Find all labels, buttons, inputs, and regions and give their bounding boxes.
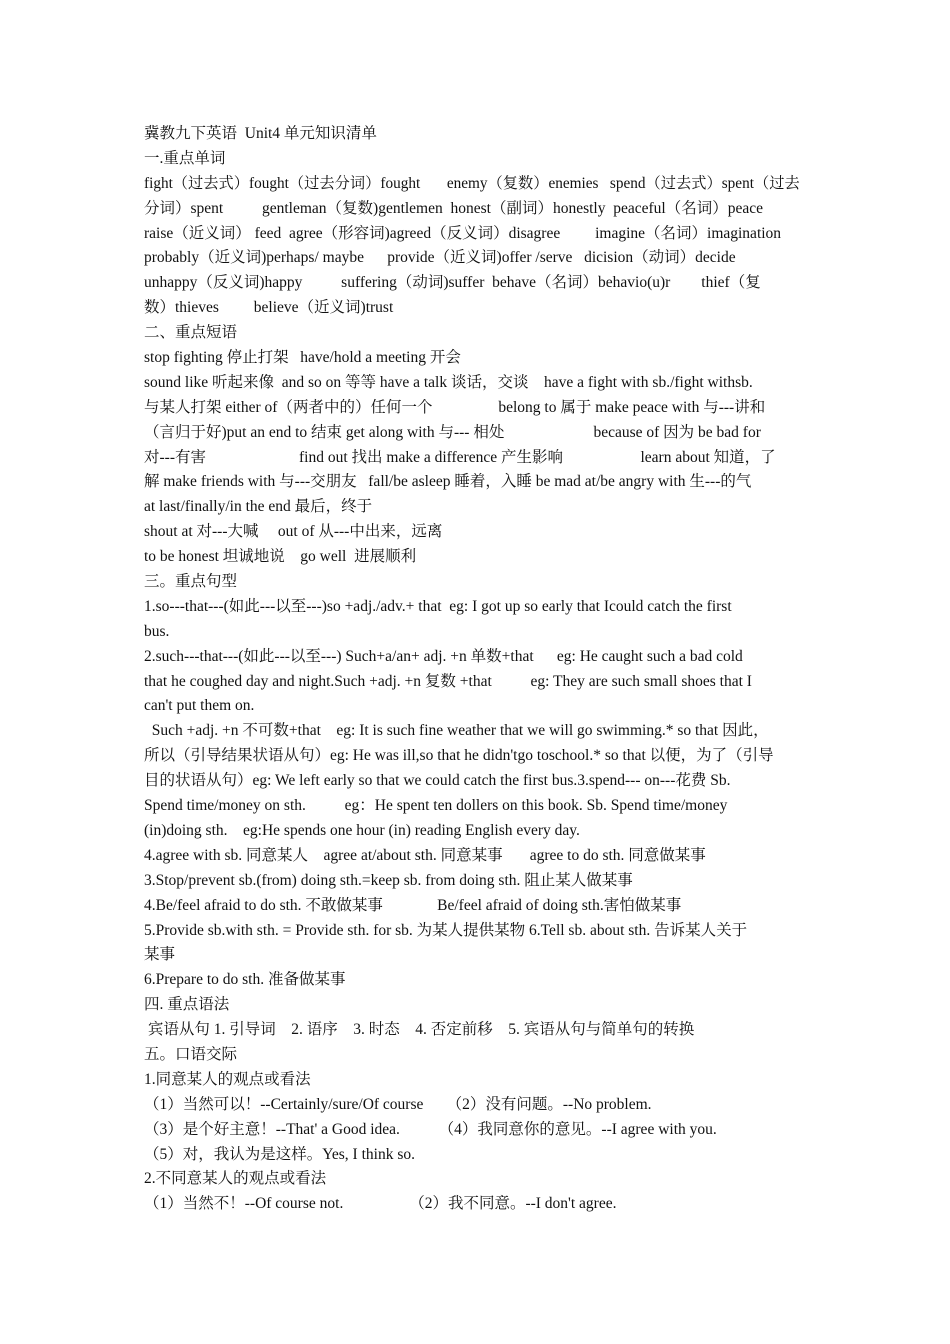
text-line: 1.同意某人的观点或看法 (144, 1070, 311, 1088)
text-line: （1）当然不！--Of course not. （2）我不同意。--I don't agree. (144, 1195, 617, 1213)
text-line: 1.so---that---(如此---以至---)so +adj./adv.+ that eg: I got up so early that Icould catch the first (144, 597, 732, 615)
text-line: Spend time/money on sth. eg：He spent ten dollers on this book. Sb. Spend time/money (144, 797, 728, 815)
text-line: 所以（引导结果状语从句）eg: He was ill,so that he didn'tgo toschool.* so that 以便，为了（引导 (144, 747, 774, 765)
text-line: 5.Provide sb.with sth. = Provide sth. for sb. 为某人提供某物 6.Tell sb. about sth. 告诉某人关于 (144, 921, 748, 939)
text-line: sound like 听起来像 and so on 等等 have a talk 谈话，交谈 have a fight with sb./fight withsb. (144, 373, 753, 391)
text-line: 与某人打架 either of（两者中的）任何一个 belong to 属于 make peace with 与---讲和 (144, 398, 766, 416)
text-line: that he coughed day and night.Such +adj. +n 复数 +that eg: They are such small shoes that I (144, 672, 752, 690)
text-line: 解 make friends with 与---交朋友 fall/be asleep 睡着，入睡 be mad at/be angry with 生---的气 (144, 473, 752, 491)
text-line: (in)doing sth. eg:He spends one hour (in) reading English every day. (144, 821, 580, 839)
section-heading-phrases: 二、重点短语 (144, 324, 238, 342)
text-line: 2.不同意某人的观点或看法 (144, 1170, 327, 1188)
text-line: 3.Stop/prevent sb.(from) doing sth.=keep sb. from doing sth. 阻止某人做某事 (144, 871, 633, 889)
text-line: 目的状语从句）eg: We left early so that we could catch the first bus.3.spend--- on---花费 Sb. (144, 772, 731, 790)
text-line: 分词）spent gentleman（复数)gentlemen honest（副词）honestly peaceful（名词）peace (144, 199, 763, 217)
text-line: Such +adj. +n 不可数+that eg: It is such fine weather that we will go swimming.* so that 因此， (144, 722, 769, 740)
text-line: probably（近义词)perhaps/ maybe provide（近义词)offer /serve dicision（动词）decide (144, 249, 736, 267)
text-line: to be honest 坦诚地说 go well 进展顺利 (144, 548, 417, 566)
text-line: can't put them on. (144, 697, 255, 715)
text-line: fight（过去式）fought（过去分词）fought enemy（复数）enemies spend（过去式）spent（过去 (144, 174, 800, 192)
text-line: 数）thieves believe（近义词)trust (144, 299, 394, 317)
text-line: unhappy（反义词)happy suffering（动词)suffer behave（名词）behavio(u)r thief（复 (144, 274, 761, 292)
text-line: 宾语从句 1. 引导词 2. 语序 3. 时态 4. 否定前移 5. 宾语从句与简单句的转换 (144, 1021, 695, 1039)
section-heading-oral: 五。口语交际 (144, 1045, 238, 1063)
text-line: shout at 对---大喊 out of 从---中出来，远离 (144, 523, 443, 541)
section-heading-words: 一.重点单词 (144, 149, 226, 167)
text-line: 对---有害 find out 找出 make a difference 产生影响 learn about 知道，了 (144, 448, 776, 466)
text-line: at last/finally/in the end 最后，终于 (144, 498, 373, 516)
text-line: 2.such---that---(如此---以至---) Such+a/an+ adj. +n 单数+that eg: He caught such a bad cold (144, 647, 743, 665)
text-line: （3）是个好主意！--That' a Good idea. （4）我同意你的意见。--I agree with you. (144, 1120, 717, 1138)
text-line: （5）对，我认为是这样。Yes, I think so. (144, 1145, 415, 1163)
text-line: 4.agree with sb. 同意某人 agree at/about sth. 同意某事 agree to do sth. 同意做某事 (144, 846, 706, 864)
text-line: （1）当然可以！--Certainly/sure/Of course （2）没有问题。--No problem. (144, 1095, 652, 1113)
text-line: stop fighting 停止打架 have/hold a meeting 开会 (144, 349, 461, 367)
text-line: bus. (144, 622, 170, 640)
document-body (144, 122, 808, 1217)
section-heading-sentences: 三。重点句型 (144, 573, 238, 591)
text-line: raise（近义词） feed agree（形容词)agreed（反义词）disagree imagine（名词）imagination (144, 224, 782, 242)
text-line: 某事 (144, 946, 176, 964)
text-line: （言归于好)put an end to 结束 get along with 与--- 相处 because of 因为 be bad for (144, 423, 761, 441)
text-line: 4.Be/feel afraid to do sth. 不敢做某事 Be/feel afraid of doing sth.害怕做某事 (144, 896, 682, 914)
section-heading-grammar: 四. 重点语法 (144, 996, 230, 1014)
text-line: 6.Prepare to do sth. 准备做某事 (144, 971, 346, 989)
doc-title: 冀教九下英语 Unit4 单元知识清单 (144, 125, 377, 142)
